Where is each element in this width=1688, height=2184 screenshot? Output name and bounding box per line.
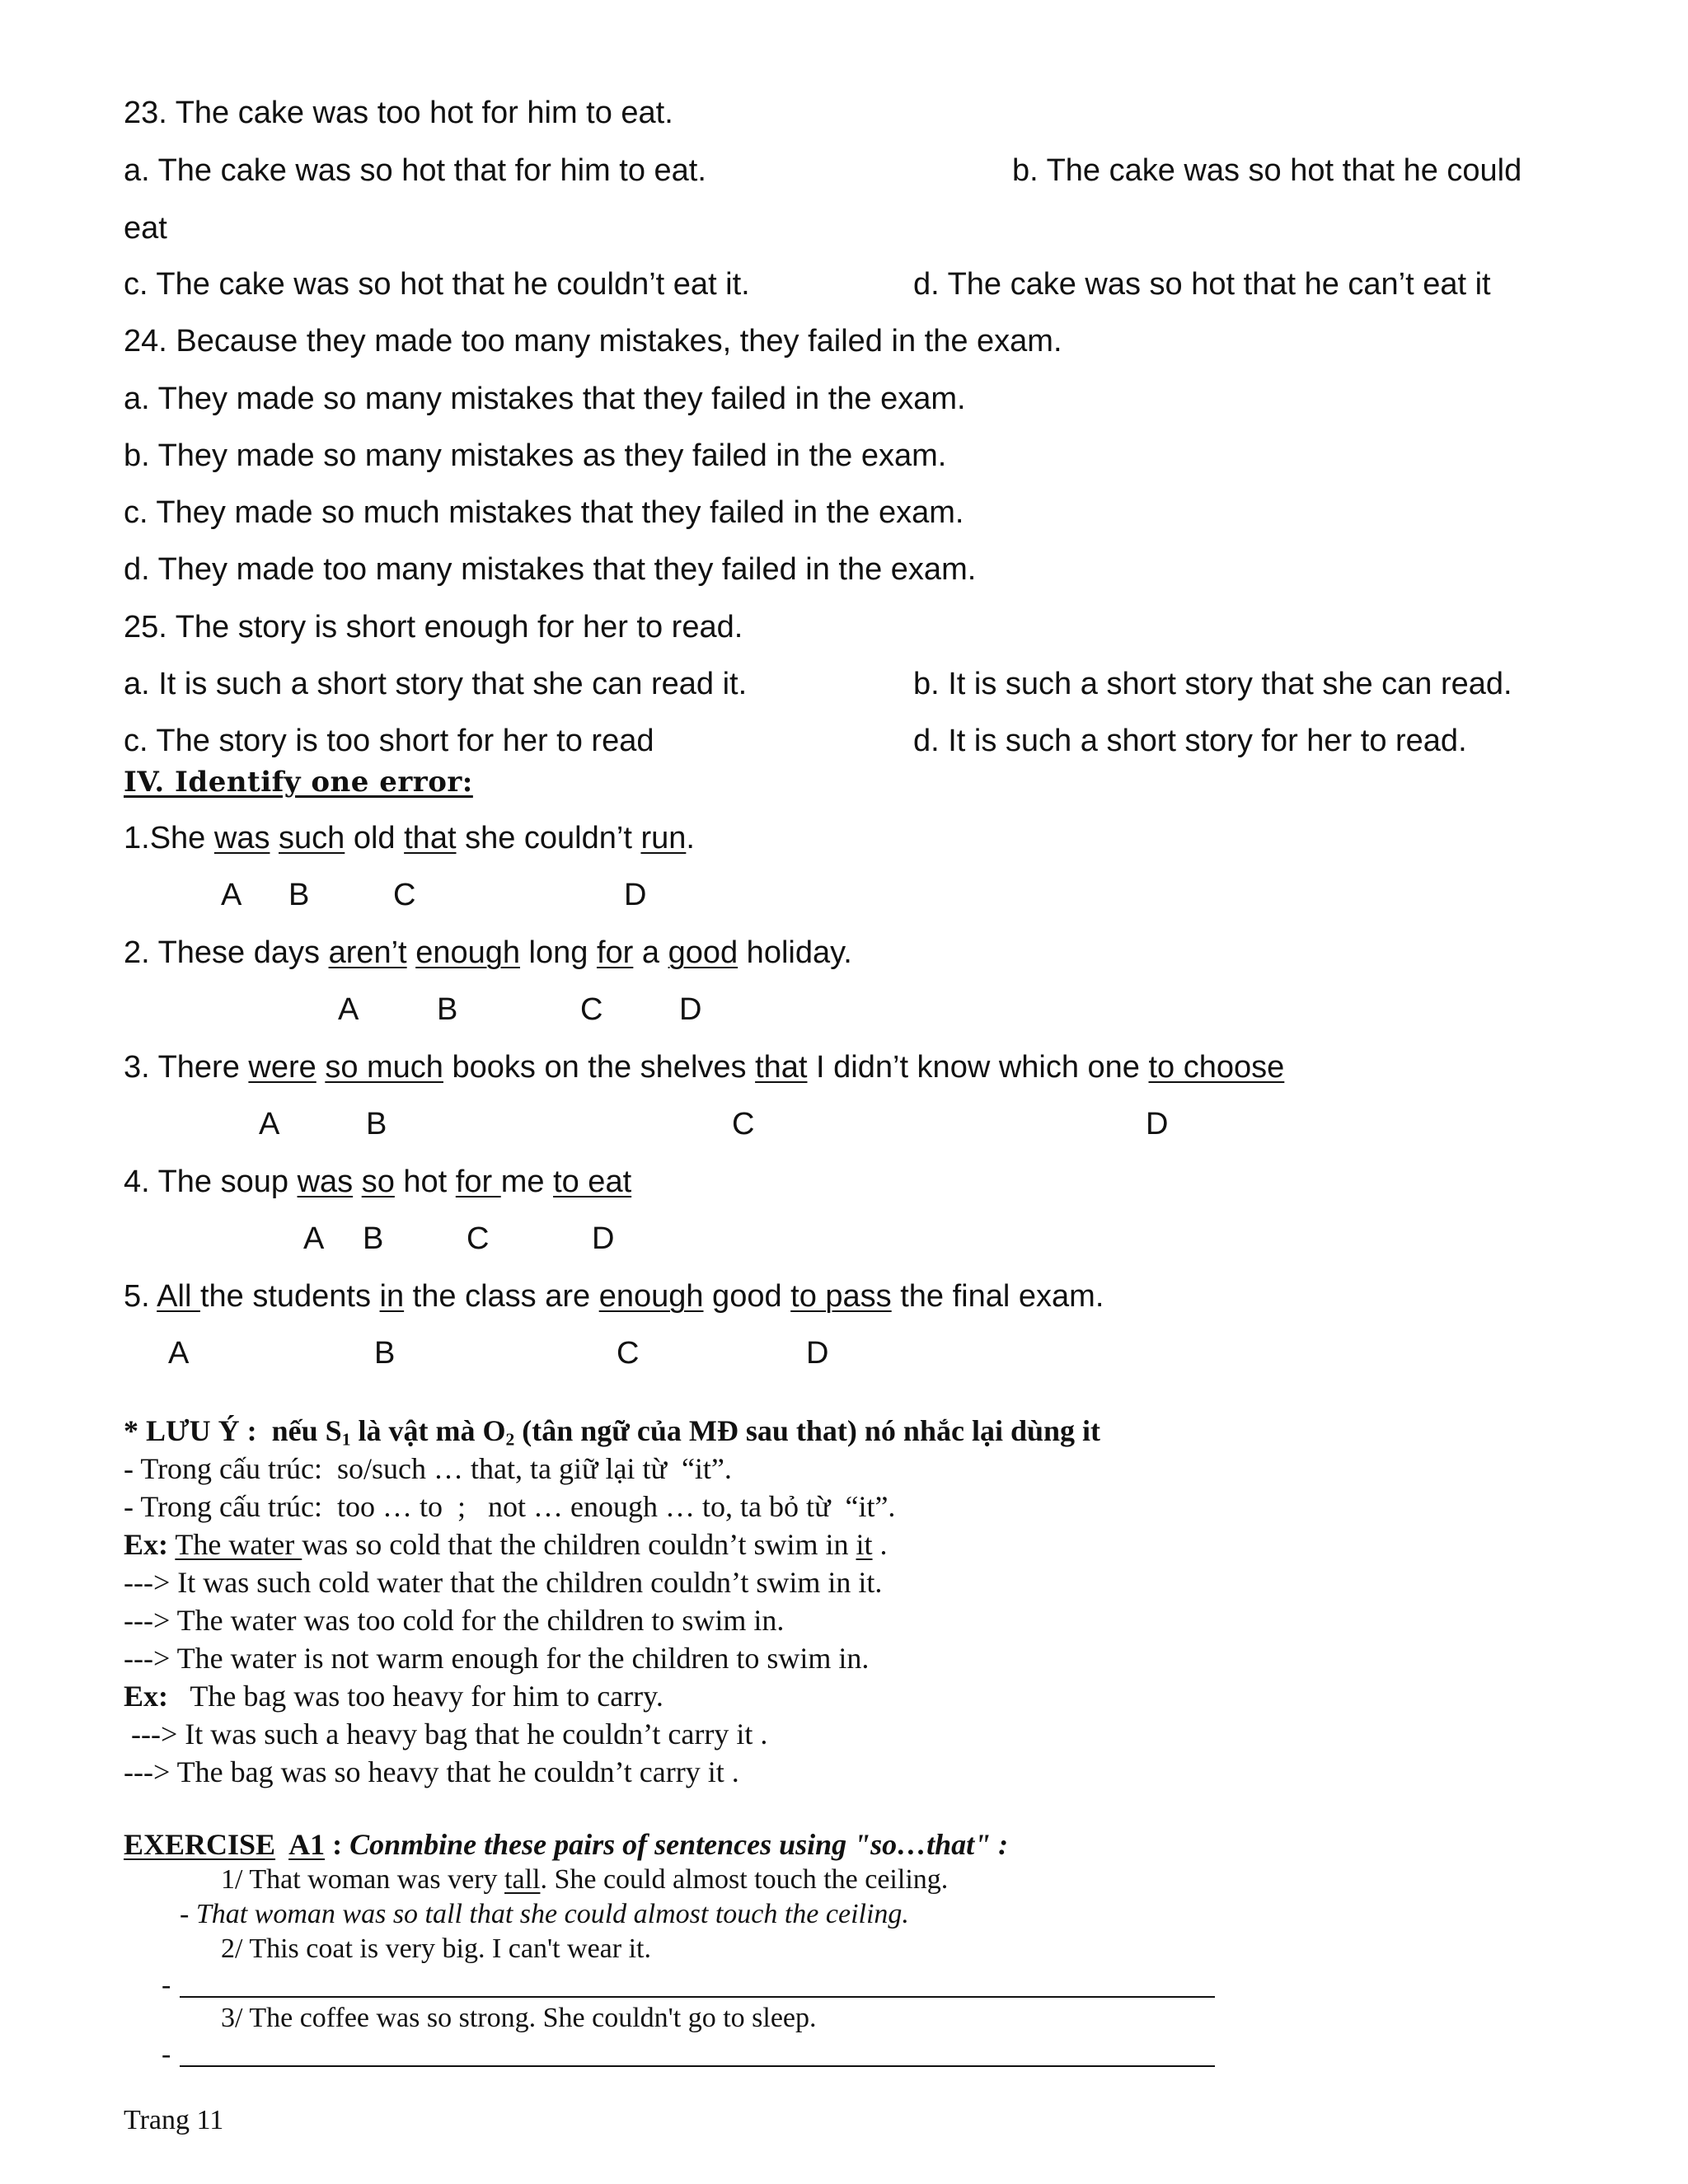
- note-rule-2: - Trong cấu trúc: too … to ; not … enough … to, ta bỏ từ “it”.: [124, 1490, 896, 1523]
- q25-option-d: d. It is such a short story for her to read.: [913, 724, 1467, 758]
- error2-letter-d: D: [679, 992, 702, 1027]
- example-2-rewrite-1: ---> It was such a heavy bag that he couldn’t carry it .: [124, 1718, 768, 1750]
- exercise-item-2: 2/ This coat is very big. I can't wear it.: [221, 1933, 651, 1964]
- q24-stem: 24. Because they made too many mistakes, they failed in the exam.: [124, 324, 1062, 359]
- q25-option-c: c. The story is too short for her to read: [124, 724, 654, 758]
- answer-line-3[interactable]: [180, 2065, 1215, 2067]
- error2-letter-a: A: [338, 992, 359, 1027]
- answer-dash-3: -: [162, 2039, 171, 2069]
- error1-letter-c: C: [393, 878, 416, 912]
- error3-letter-a: A: [259, 1107, 280, 1141]
- q24-option-a: a. They made so many mistakes that they failed in the exam.: [124, 382, 966, 416]
- error1-letter-a: A: [221, 878, 242, 912]
- error3-letter-c: C: [732, 1107, 755, 1141]
- error4-letter-a: A: [303, 1221, 325, 1256]
- q25-option-a: a. It is such a short story that she can read it.: [124, 667, 748, 701]
- q25-stem: 25. The story is short enough for her to read.: [124, 610, 743, 644]
- error-sentence-5: 5. All the students in the class are enough good to pass the final exam.: [124, 1279, 1104, 1314]
- error1-letter-b: B: [288, 878, 310, 912]
- exercise-heading: EXERCISE A1 : Conmbine these pairs of sentences using "so…that" :: [124, 1828, 1009, 1861]
- q23-option-c: c. The cake was so hot that he couldn’t eat it.: [124, 267, 750, 302]
- answer-line-2[interactable]: [180, 1996, 1215, 1998]
- error2-letter-b: B: [437, 992, 458, 1027]
- example-1-rewrite-1: ---> It was such cold water that the children couldn’t swim in it.: [124, 1566, 883, 1599]
- error3-letter-d: D: [1146, 1107, 1169, 1141]
- answer-dash-2: -: [162, 1970, 171, 2000]
- example-1-rewrite-2: ---> The water was too cold for the children to swim in.: [124, 1604, 785, 1637]
- error5-letter-a: A: [168, 1336, 190, 1371]
- error2-letter-c: C: [580, 992, 603, 1027]
- note-rule-1: - Trong cấu trúc: so/such … that, ta giữ lại từ “it”.: [124, 1452, 732, 1485]
- error-sentence-1: 1.She was such old that she couldn’t run.: [124, 821, 695, 855]
- example-2-rewrite-2: ---> The bag was so heavy that he couldn’t carry it .: [124, 1755, 739, 1788]
- page-number: Trang 11: [124, 2105, 224, 2135]
- q23-option-b-wrap: eat: [124, 211, 167, 246]
- error4-letter-b: B: [363, 1221, 384, 1256]
- error-sentence-4: 4. The soup was so hot for me to eat: [124, 1165, 632, 1199]
- section-heading: IV. Identify one error:: [124, 766, 473, 799]
- error-sentence-2: 2. These days aren’t enough long for a good holiday.: [124, 935, 852, 970]
- q23-option-b: b. The cake was so hot that he could: [1012, 153, 1522, 188]
- error5-letter-d: D: [806, 1336, 829, 1371]
- q24-option-c: c. They made so much mistakes that they failed in the exam.: [124, 495, 964, 530]
- example-1-rewrite-3: ---> The water is not warm enough for the children to swim in.: [124, 1642, 870, 1675]
- q23-option-a: a. The cake was so hot that for him to eat.: [124, 153, 706, 188]
- error-sentence-3: 3. There were so much books on the shelves that I didn’t know which one to choose: [124, 1050, 1285, 1085]
- error3-letter-b: B: [366, 1107, 387, 1141]
- q23-option-d: d. The cake was so hot that he can’t eat it: [913, 267, 1491, 302]
- error4-letter-c: C: [467, 1221, 490, 1256]
- q23-stem: 23. The cake was too hot for him to eat.: [124, 96, 673, 130]
- example-2: Ex: The bag was too heavy for him to carry.: [124, 1680, 663, 1713]
- q24-option-b: b. They made so many mistakes as they failed in the exam.: [124, 438, 947, 473]
- exercise-item-3: 3/ The coffee was so strong. She couldn't go to sleep.: [221, 2003, 817, 2033]
- q24-option-d: d. They made too many mistakes that they failed in the exam.: [124, 552, 977, 587]
- exercise-item-1: 1/ That woman was very tall. She could almost touch the ceiling.: [221, 1864, 949, 1895]
- error5-letter-b: B: [374, 1336, 396, 1371]
- example-1: Ex: The water was so cold that the children couldn’t swim in it .: [124, 1528, 888, 1561]
- exercise-item-1-answer: - That woman was so tall that she could almost touch the ceiling.: [180, 1899, 909, 1929]
- error4-letter-d: D: [592, 1221, 615, 1256]
- error1-letter-d: D: [624, 878, 647, 912]
- note-title: * LƯU Ý : nếu $S_1$ là vật mà $O_2$ (tân ngữ của MĐ sau that) nó nhắc lại dùng it: [124, 1414, 1100, 1450]
- error5-letter-c: C: [617, 1336, 640, 1371]
- q25-option-b: b. It is such a short story that she can read.: [913, 667, 1512, 701]
